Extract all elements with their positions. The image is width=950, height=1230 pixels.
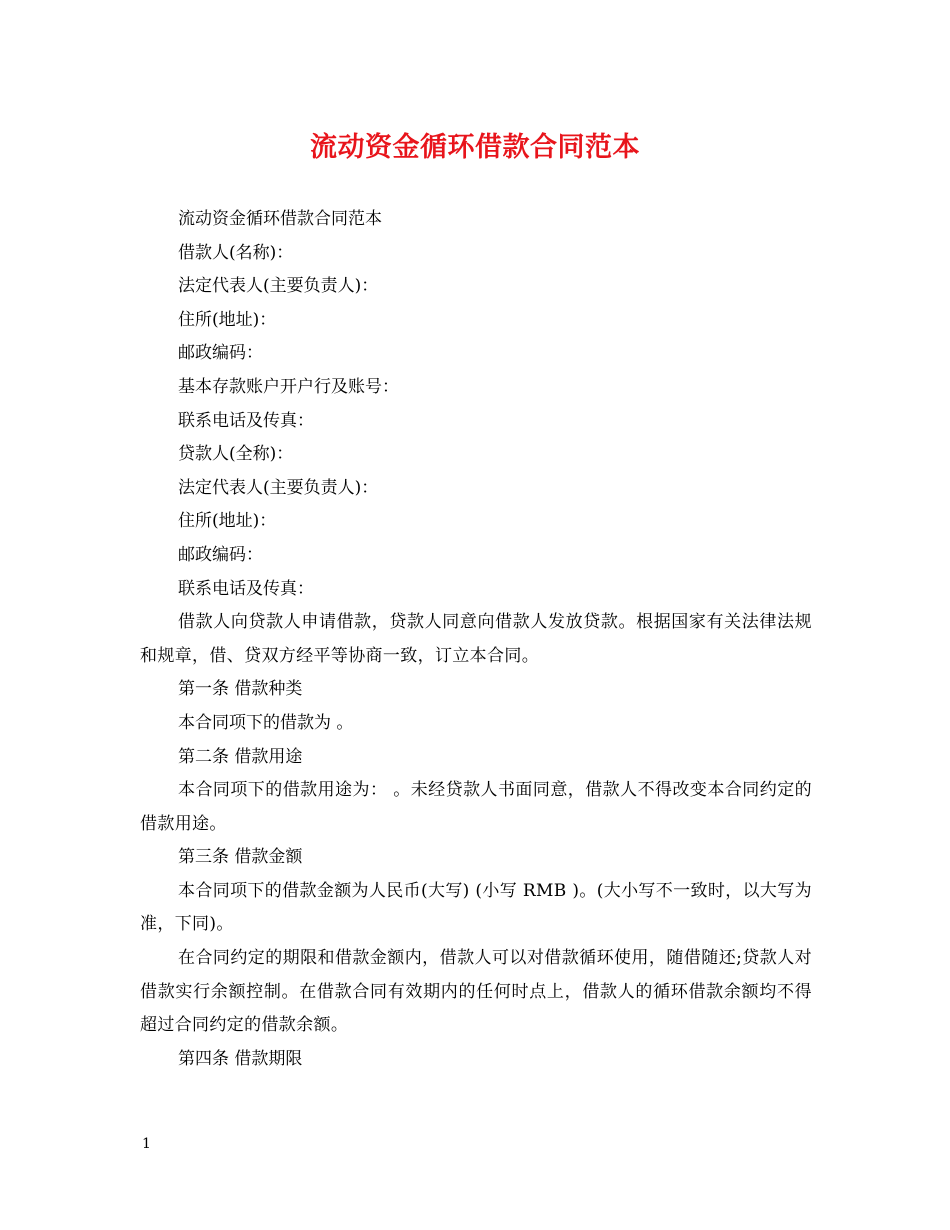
page-number: 1 (142, 1136, 151, 1152)
borrower-address-line: 住所(地址)： (178, 309, 277, 330)
borrower-bank-account-line: 基本存款账户开户行及账号： (178, 376, 399, 397)
document-title: 流动资金循环借款合同范本 (310, 132, 640, 163)
subtitle-line: 流动资金循环借款合同范本 (178, 209, 382, 229)
article-3-heading: 第三条 借款金额 (178, 847, 303, 868)
document-body (140, 203, 812, 1076)
article-1-heading: 第一条 借款种类 (178, 679, 303, 700)
article-3-text-2: 在合同约定的期限和借款金额内，借款人可以对借款循环使用，随借随还;贷款人对借款实行余额控制。在借款合同有效期内的任何时点上，借款人的循环借款余额均不得超过合同约定的借款余额。 (140, 948, 812, 1036)
lender-name-line: 贷款人(全称)： (178, 444, 294, 465)
article-1-text: 本合同项下的借款为 。 (178, 712, 354, 733)
article-2-heading: 第二条 借款用途 (178, 746, 303, 767)
borrower-contact-line: 联系电话及传真： (178, 410, 314, 431)
borrower-postcode-line: 邮政编码： (178, 343, 263, 364)
lender-postcode-line: 邮政编码： (178, 544, 263, 565)
intro-paragraph: 借款人向贷款人申请借款，贷款人同意向借款人发放贷款。根据国家有关法律法规和规章，借、贷双方经平等协商一致，订立本合同。 (140, 612, 812, 666)
article-2-text: 本合同项下的借款用途为： 。未经贷款人书面同意，借款人不得改变本合同约定的借款用途。 (140, 780, 812, 834)
borrower-representative-line: 法定代表人(主要负责人)： (178, 276, 379, 297)
article-4-heading: 第四条 借款期限 (178, 1048, 303, 1069)
lender-contact-line: 联系电话及传真： (178, 578, 314, 599)
borrower-name-line: 借款人(名称)： (178, 242, 294, 263)
article-3-text-1: 本合同项下的借款金额为人民币(大写) (小写 RMB )。(大小写不一致时，以大写为准，下同)。 (140, 880, 812, 935)
lender-address-line: 住所(地址)： (178, 511, 277, 532)
lender-representative-line: 法定代表人(主要负责人)： (178, 477, 379, 498)
